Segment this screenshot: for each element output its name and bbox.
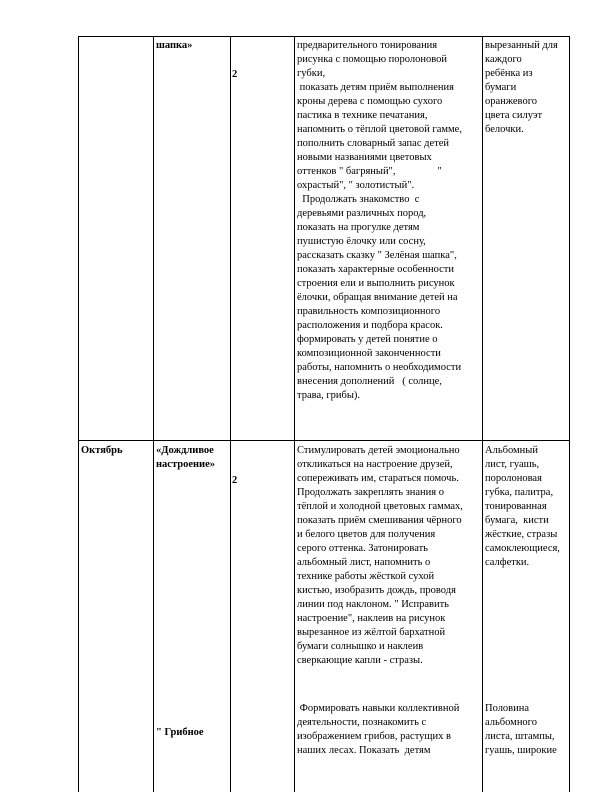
column-border-month (153, 36, 154, 792)
hours-cell (232, 68, 292, 82)
content-line: охрастый", " золотистый". (297, 180, 415, 191)
content-line: рассказать сказку " Зелёная шапка", (297, 250, 457, 261)
content-line: кроны дерева с помощью сухого (297, 96, 443, 107)
content-line: альбомный лист, напомнить о (297, 557, 431, 568)
content-line: формировать у детей понятие о (297, 334, 438, 345)
content-line: кистью, изобразить дождь, проводя (297, 585, 456, 596)
content-line: внесения дополнений ( солнце, (297, 376, 442, 387)
content-line: строения ели и выполнить рисунок (297, 278, 455, 289)
month-label: Октябрь (81, 445, 123, 456)
topic-line: «Дождливое (156, 445, 214, 456)
content-line: наших лесах. Показать детям (297, 745, 431, 756)
materials-line: самоклеющиеся, (485, 543, 560, 554)
materials-cell (485, 39, 568, 137)
content-line: настроение", наклеив на рисунок (297, 613, 446, 624)
content-cell (297, 39, 481, 403)
topic-cell (156, 726, 228, 740)
materials-line: вырезанный для (485, 40, 558, 51)
content-line: новыми названиями цветовых (297, 152, 432, 163)
materials-line: ребёнка из (485, 68, 533, 79)
content-line: правильность композиционного (297, 306, 441, 317)
materials-line: оранжевого (485, 96, 537, 107)
content-line: ёлочки, обращая внимание детей на (297, 292, 458, 303)
month-cell (81, 444, 151, 458)
materials-line: каждого (485, 54, 522, 65)
content-line: Стимулировать детей эмоционально (297, 445, 460, 456)
materials-line: тонированная (485, 501, 547, 512)
content-line: технике работы жёсткой сухой (297, 571, 435, 582)
content-line: тёплой и холодной цветовых гаммах, (297, 501, 463, 512)
hours-value: 2 (232, 69, 238, 80)
content-line: изображением грибов, растущих в (297, 731, 451, 742)
content-line: оттенков " багряный", " (297, 166, 442, 177)
topic-line: " Грибное (156, 727, 204, 738)
topic-cell (156, 39, 228, 53)
content-line: рисунка с помощью поролоновой (297, 54, 448, 65)
content-line: пастика в технике печатания, (297, 110, 428, 121)
materials-line: белочки. (485, 124, 524, 135)
materials-cell (485, 702, 568, 758)
content-line: предварительного тонирования (297, 40, 438, 51)
column-border-hours (294, 36, 295, 792)
content-line: композиционной законченности (297, 348, 441, 359)
content-line: показать характерные особенности (297, 264, 455, 275)
content-line: пушистую ёлочку или сосну, (297, 236, 426, 247)
content-line: линии под наклоном. " Исправить (297, 599, 449, 610)
content-line: трава, грибы). (297, 390, 361, 401)
hours-value: 2 (232, 475, 238, 486)
content-line: Продолжать знакомство с (297, 194, 420, 205)
topic-line: шапка» (156, 40, 193, 51)
content-line: деятельности, познакомить с (297, 717, 427, 728)
content-line: откликаться на настроение друзей, (297, 459, 453, 470)
content-line: напомнить о тёплой цветовой гамме, (297, 124, 462, 135)
materials-line: альбомного (485, 717, 537, 728)
hours-cell (232, 474, 292, 488)
content-line: вырезанное из жёлтой бархатной (297, 627, 446, 638)
content-cell (297, 444, 481, 668)
materials-line: жёсткие, стразы (485, 529, 558, 540)
column-border-left (78, 36, 79, 792)
content-line: показать на прогулке детям (297, 222, 420, 233)
materials-line: лист, гуашь, (485, 459, 540, 470)
materials-line: Альбомный (485, 445, 538, 456)
materials-line: цвета силуэт (485, 110, 543, 121)
materials-line: бумага, кисти (485, 515, 549, 526)
column-border-topic (230, 36, 231, 792)
topic-line: настроение» (156, 459, 216, 470)
content-line: показать детям приём выполнения (297, 82, 454, 93)
content-line: сверкающие капли - стразы. (297, 655, 423, 666)
materials-line: листа, штампы, (485, 731, 555, 742)
materials-line: гуашь, широкие (485, 745, 557, 756)
content-line: серого оттенка. Затонировать (297, 543, 428, 554)
materials-line: Половина (485, 703, 530, 714)
content-line: бумаги солнышко и наклеив (297, 641, 424, 652)
topic-cell (156, 444, 228, 472)
content-line: расположения и подбора красок. (297, 320, 443, 331)
content-line: показать приём смешивания чёрного (297, 515, 462, 526)
content-line: пополнить словарный запас детей (297, 138, 449, 149)
column-border-right (569, 36, 570, 792)
content-line: губки, (297, 68, 326, 79)
content-line: сопереживать им, стараться помочь. (297, 473, 459, 484)
column-border-content (482, 36, 483, 792)
materials-line: бумаги (485, 82, 517, 93)
content-line: работы, напомнить о необходимости (297, 362, 462, 373)
materials-line: салфетки. (485, 557, 530, 568)
content-line: Продолжать закреплять знания о (297, 487, 444, 498)
content-line: и белого цветов для получения (297, 529, 436, 540)
content-line: деревьями различных пород, (297, 208, 427, 219)
materials-line: губка, палитра, (485, 487, 554, 498)
content-line: Формировать навыки коллективной (297, 703, 460, 714)
materials-cell (485, 444, 568, 570)
table-top-border (78, 36, 570, 37)
row-divider (78, 440, 570, 441)
materials-line: поролоновая (485, 473, 542, 484)
content-cell (297, 702, 481, 758)
